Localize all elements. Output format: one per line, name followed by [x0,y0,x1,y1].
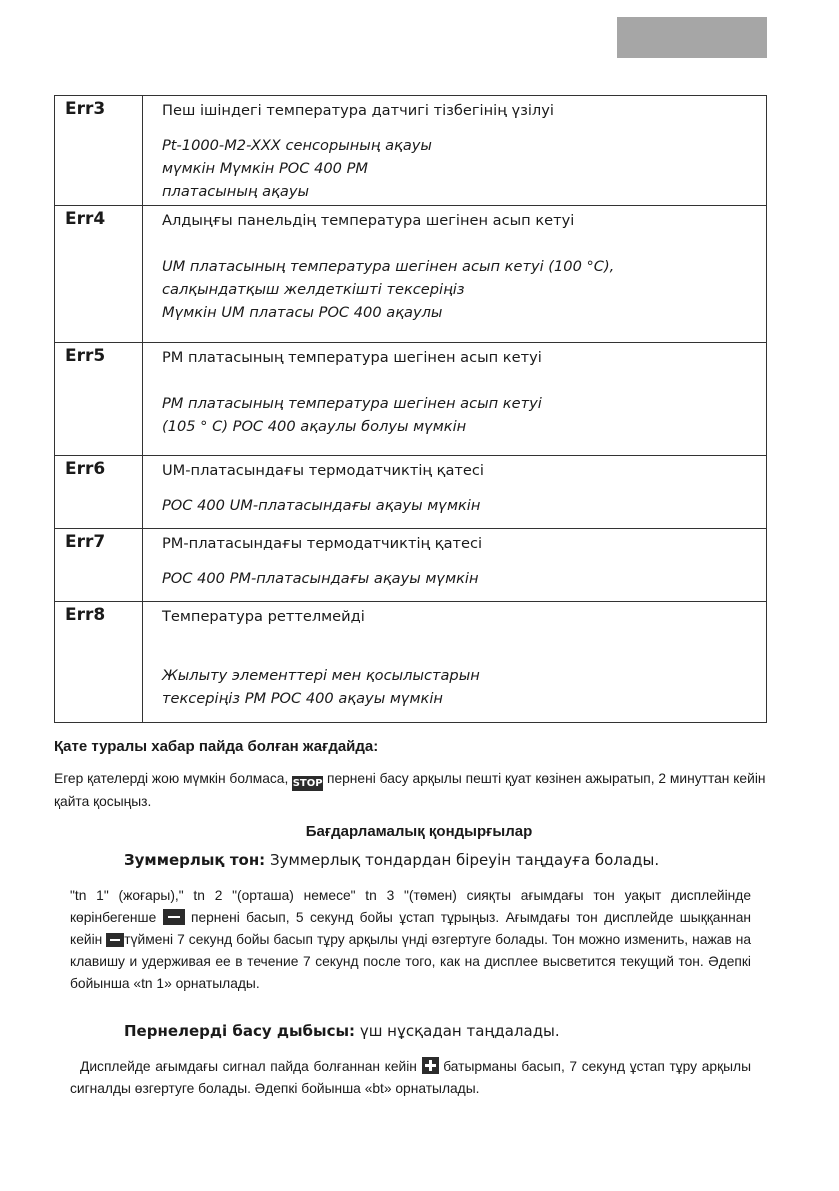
error-note: Pt-1000-M2-XXX сенсорының ақауы мүмкін Мүмкін POC 400 PM платасының ақауы [162,137,432,200]
error-message-paragraph: Егер қателерді жою мүмкін болмаса, STOP пернені басу арқылы пешті қуат көзінен ажыратып, 2 минуттан кейін қайта қосыңыз. [54,771,766,809]
software-heading: Бағдарламалық қондырғылар [305,823,533,840]
plus-icon [422,1057,439,1074]
error-note: POC 400 PM-платасындағы ақауы мүмкін [162,570,479,587]
stop-icon: STOP [292,778,323,789]
error-table [54,95,767,723]
error-description: Алдыңғы панельдің температура шегінен асып кетуі [162,212,575,229]
keypress-sound-line: Пернелерді басу дыбысы: үш нұсқадан таңдалады. [124,1022,560,1040]
error-description: UM-платасындағы термодатчиктің қатесі [162,462,484,479]
keypress-paragraph: Дисплейде ағымдағы сигнал пайда болғаннан кейін батырманы басып, 7 секунд ұстап тұру арқылы сигналды өзгертуге болады. Әдепкі бойынша «bt» орнатылады. [70,1059,751,1096]
error-description: Температура реттелмейді [162,608,365,625]
error-code: Err3 [55,96,143,206]
header-gray-block [617,17,767,58]
table-row [55,602,767,723]
table-row [55,206,767,343]
error-note: UM платасының температура шегінен асып кетуі (100 °C), салқындатқыш желдеткішті тексеріңіз Мүмкін UM платасы POC 400 ақаулы [162,258,615,321]
minus-icon [163,909,185,925]
buzzer-paragraph: "tn 1" (жоғары)," tn 2 "(орташа) немесе" tn 3 "(төмен) сияқты ағымдағы тон уақыт дисплейінде көрінбегенше пернені басып, 5 секунд бойы ұстап тұрыңыз. Ағымдағы тон дисплейде шыққаннан кейін түймені 7 секунд бойы басып тұру арқылы үнді өзгертуге болады. Тон можно изменить, нажав на клавишу и удерживая ее в течение 7 секунд после того, как на дисплее высветится текущий тон. Әдепкі бойынша «tn 1» орнатылады. [70,888,752,991]
error-message-heading: Қате туралы хабар пайда болған жағдайда: [54,738,379,755]
keypress-sound-label: Пернелерді басу дыбысы: [124,1022,356,1040]
table-row [55,96,767,206]
error-note: PM платасының температура шегінен асып кетуі (105 ° C) POC 400 ақаулы болуы мүмкін [162,395,542,435]
table-row [55,529,767,602]
table-row [55,343,767,456]
error-note: POC 400 UM-платасындағы ақауы мүмкін [162,497,481,514]
error-note: Жылыту элементтері мен қосылыстарын тексеріңіз PM POC 400 ақауы мүмкін [162,667,480,707]
buzzer-tone-label: Зуммерлық тон: [124,851,266,869]
buzzer-tone-line: Зуммерлық тон: Зуммерлық тондардан біреуін таңдауға болады. [124,851,660,869]
error-code: Err5 [55,343,143,456]
table-row [55,456,767,529]
error-code: Err6 [55,456,143,529]
error-description: Пеш ішіндегі температура датчигі тізбегінің үзілуі [162,102,554,119]
error-description: PM-платасындағы термодатчиктің қатесі [162,535,483,552]
error-code: Err4 [55,206,143,343]
error-description: PM платасының температура шегінен асып кетуі [162,349,542,366]
error-code: Err7 [55,529,143,602]
minus-icon [106,933,124,947]
error-code: Err8 [55,602,143,723]
